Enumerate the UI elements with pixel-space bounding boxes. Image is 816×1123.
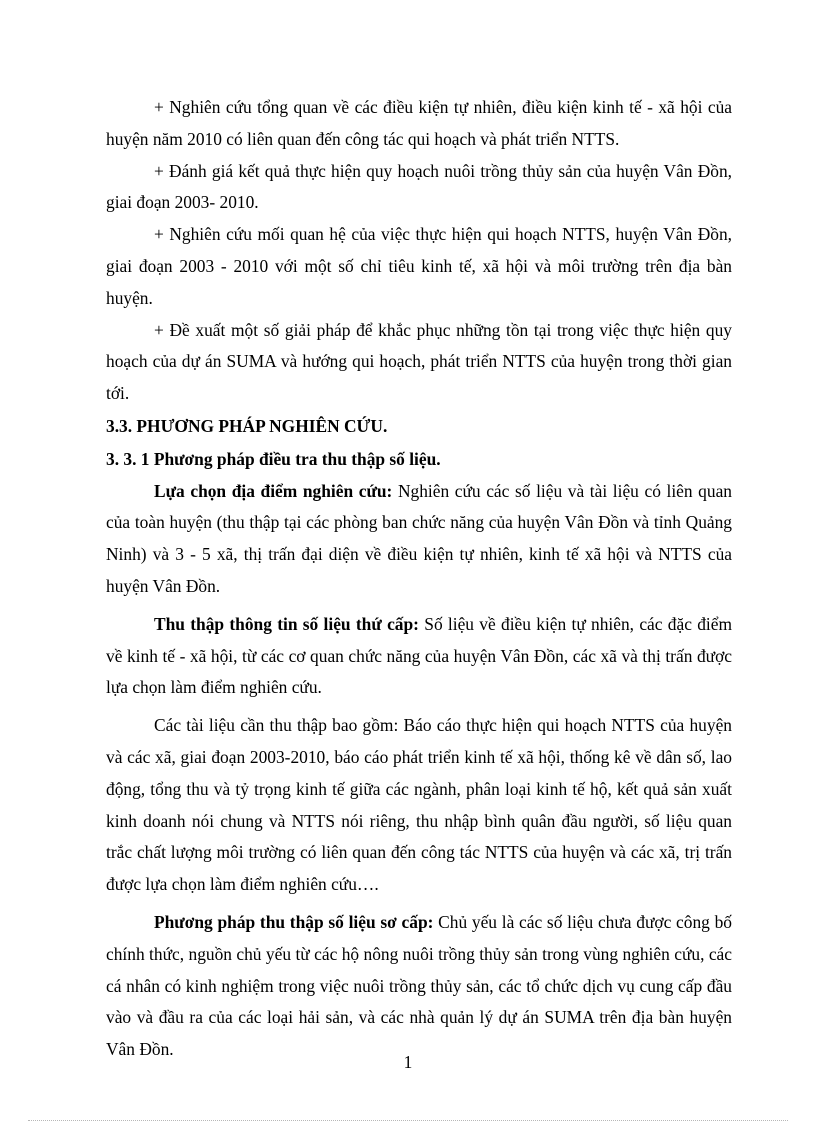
section-heading: 3.3. PHƯƠNG PHÁP NGHIÊN CỨU. [106, 415, 388, 436]
site-selection-label: Lựa chọn địa điểm nghiên cứu: [154, 480, 393, 501]
objective-paragraph-overview: + Nghiên cứu tổng quan về các điều kiện tự nhiên, điều kiện kinh tế - xã hội của huyện năm 2010 có liên quan đến công tác qui hoạch và phát triển NTTS. [106, 97, 732, 149]
document-body [106, 92, 732, 1066]
objective-paragraph-assessment: + Đánh giá kết quả thực hiện quy hoạch nuôi trồng thủy sản của huyện Vân Đồn, giai đoạn 2003- 2010. [106, 160, 732, 213]
primary-data-paragraph [106, 907, 732, 1066]
site-selection-text: Nghiên cứu các số liệu và tài liệu có liên quan của toàn huyện (thu thập tại các phòng ban chức năng của huyện Vân Đồn và tỉnh Quảng Ninh) và 3 - 5 xã, thị trấn đại diện về điều kiện tự nhiên, kinh tế xã hội và NTTS của huyện Vân Đồn. [106, 480, 732, 596]
documents-paragraph: Các tài liệu cần thu thập bao gồm: Báo cáo thực hiện qui hoạch NTTS của huyện và các xã, giai đoạn 2003-2010, báo cáo phát triển kinh tế xã hội, thống kê về dân số, lao động, tổng thu và tỷ trọng kinh tế giữa các ngành, phân loại kinh tế hộ, kết quả sản xuất kinh doanh nói chung và NTTS nói riêng, thu nhập bình quân đầu người, số liệu quan trắc chất lượng môi trường có liên quan đến công tác NTTS của huyện và các xã, trị trấn được lựa chọn làm điểm nghiên cứu…. [106, 715, 732, 895]
objective-paragraph-solutions: + Đề xuất một số giải pháp để khắc phục những tồn tại trong việc thực hiện quy hoạch của dự án SUMA và hướng qui hoạch, phát triển NTTS của huyện trong thời gian tới. [106, 319, 732, 404]
secondary-data-paragraph [106, 609, 732, 704]
objective-paragraph-relationship: + Nghiên cứu mối quan hệ của việc thực hiện qui hoạch NTTS, huyện Vân Đồn, giai đoạn 2003 - 2010 với một số chỉ tiêu kinh tế, xã hội và môi trường trên địa bàn huyện. [106, 224, 732, 308]
page-number: 1 [403, 1052, 413, 1072]
primary-data-text: Chủ yếu là các số liệu chưa được công bố chính thức, nguồn chủ yếu từ các hộ nông nuôi trồng thủy sản trong vùng nghiên cứu, các cá nhân có kinh nghiệm trong việc nuôi trồng thủy sản, các tổ chức dịch vụ cung cấp đầu vào và đầu ra của các loại hải sản, và các nhà quản lý dự án SUMA trên địa bàn huyện Vân Đồn. [106, 911, 732, 1060]
primary-data-label: Phương pháp thu thập số liệu sơ cấp: [154, 911, 434, 932]
secondary-data-label: Thu thập thông tin số liệu thứ cấp: [154, 613, 419, 634]
subsection-heading: 3. 3. 1 Phương pháp điều tra thu thập số liệu. [106, 448, 441, 469]
site-selection-paragraph [106, 476, 732, 603]
page-bottom-border [28, 1120, 788, 1121]
secondary-data-text: Số liệu về điều kiện tự nhiên, các đặc điểm về kinh tế - xã hội, từ các cơ quan chức năng của huyện Vân Đồn, các xã và thị trấn được lựa chọn làm điểm nghiên cứu. [106, 613, 732, 698]
